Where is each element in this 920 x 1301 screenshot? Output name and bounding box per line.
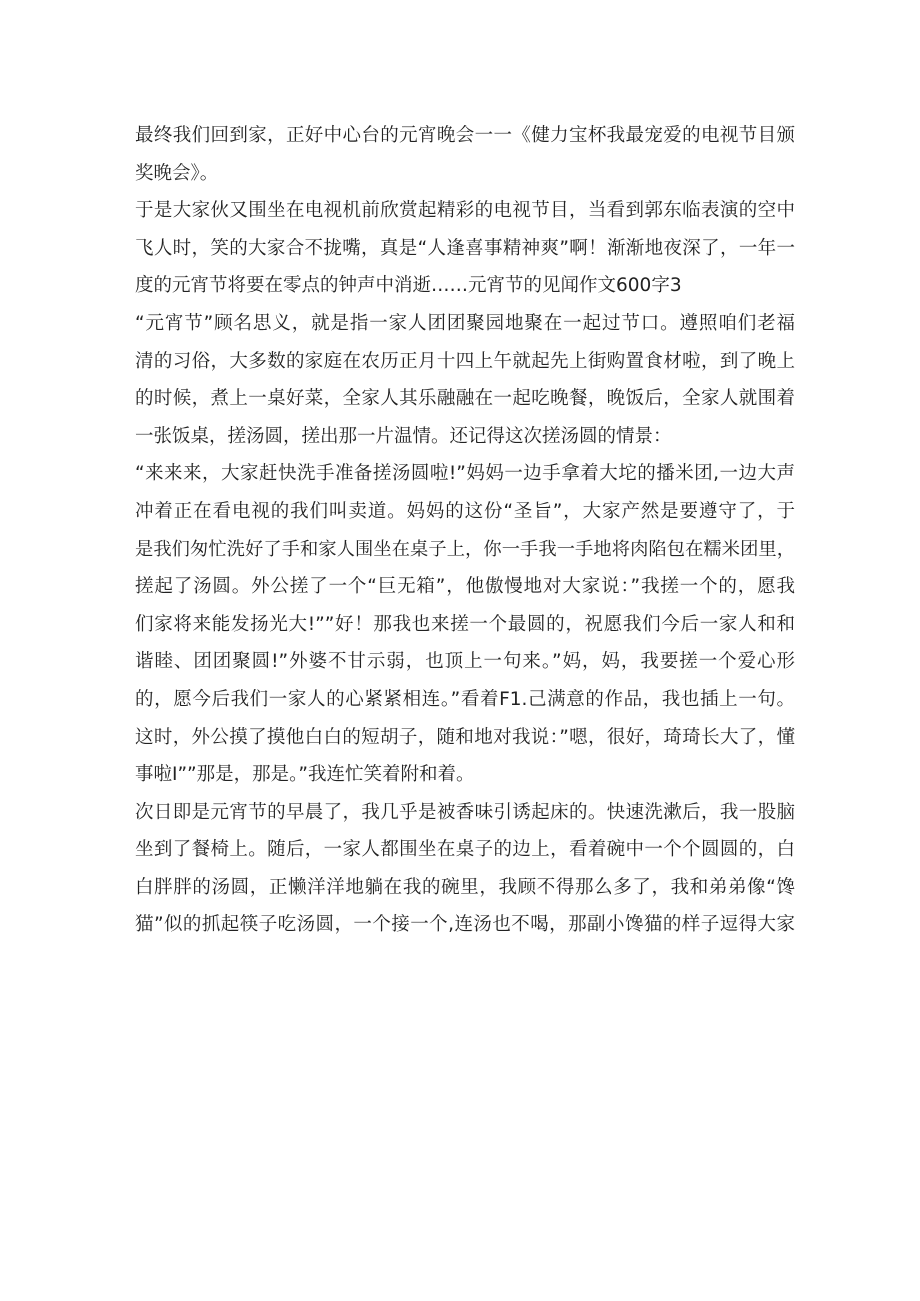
text-line: 搓起了汤圆。外公搓了一个“巨无箱”，他傲慢地对大家说：”我搓一个的，愿我 <box>135 576 795 598</box>
document-body <box>135 117 795 944</box>
text-line: 事啦I””那是，那是。”我连忙笑着附和着。 <box>135 764 475 786</box>
text-line: 坐到了餐椅上。随后，一家人都围坐在桌子的边上，看着碗中一个个圆圆的，白 <box>135 839 795 861</box>
text-line: 这时，外公摸了摸他白白的短胡子，随和地对我说：”嗯，很好，琦琦长大了，懂 <box>135 726 795 748</box>
text-line: 飞人时，笑的大家合不拢嘴，真是“人逢喜事精神爽”啊！渐渐地夜深了，一年一 <box>135 237 795 259</box>
text-line: “元宵节”顾名思义，就是指一家人团团聚园地聚在一起过节口。遵照咱们老福 <box>135 312 795 334</box>
text-line: 猫”似的抓起筷子吃汤圆，一个接一个,连汤也不喝，那副小馋猫的样子逗得大家 <box>135 914 795 936</box>
text-line: 清的习俗，大多数的家庭在农历正月十四上午就起先上街购置食材啦，到了晚上 <box>135 350 795 372</box>
text-line: 们家将来能发扬光大!””好！那我也来搓一个最圆的，祝愿我们今后一家人和和 <box>135 613 795 635</box>
text-line: 于是大家伙又围坐在电视机前欣赏起精彩的电视节目，当看到郭东临表演的空中 <box>135 200 795 222</box>
text-line: 白胖胖的汤圆，正懒洋洋地躺在我的碗里，我顾不得那么多了，我和弟弟像“馋 <box>135 876 795 898</box>
text-line: 谐睦、团团聚圆!”外婆不甘示弱，也顶上一句来。”妈，妈，我要搓一个爱心形 <box>135 651 795 673</box>
text-line: 的时候，煮上一桌好菜，全家人其乐融融在一起吃晚餐，晚饭后，全家人就围着 <box>135 388 795 410</box>
text-line: 次日即是元宵节的早晨了，我几乎是被香味引诱起床的。快速洗漱后，我一股脑 <box>135 801 795 823</box>
text-line: 的，愿今后我们一家人的心紧紧相连。”看着F1.己满意的作品，我也插上一句。 <box>135 688 795 710</box>
text-line: “来来来，大家赶快洗手准备搓汤圆啦!”妈妈一边手拿着大坨的播米团,一边大声 <box>135 463 795 485</box>
text-line: 奖晚会》。 <box>135 162 219 184</box>
text-line: 冲着正在看电视的我们叫卖道。妈妈的这份“圣旨”，大家产然是要遵守了，于 <box>135 500 795 522</box>
text-line: 一张饭桌，搓汤圆，搓出那一片温情。还记得这次搓汤圆的情景： <box>135 425 672 447</box>
text-line: 最终我们回到家，正好中心台的元宵晚会一一《健力宝杯我最宠爱的电视节目颁 <box>135 125 795 146</box>
text-line: 是我们匆忙洗好了手和家人围坐在桌子上，你一手我一手地将肉陷包在糯米团里， <box>135 538 795 560</box>
text-line: 度的元宵节将要在零点的钟声中消逝……元宵节的见闻作文600字3 <box>135 275 682 297</box>
